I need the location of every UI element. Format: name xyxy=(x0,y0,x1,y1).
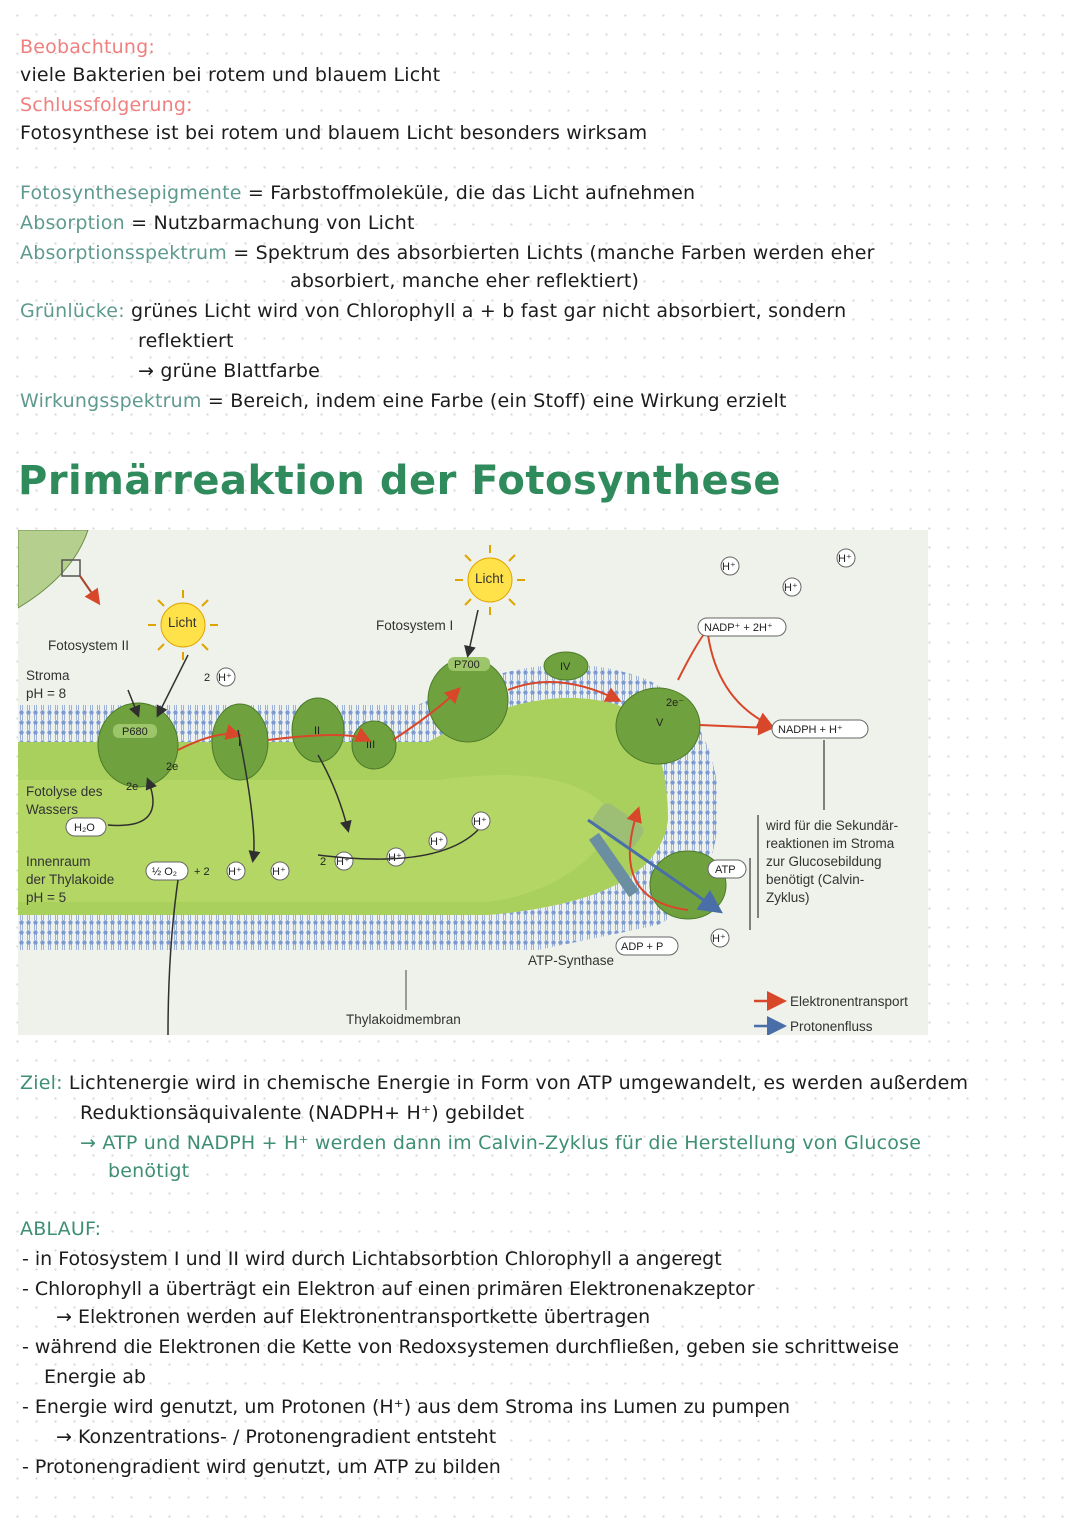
svg-text:H⁺: H⁺ xyxy=(336,856,350,868)
definition-continuation: reflektiert xyxy=(138,330,234,352)
definition-continuation: → grüne Blattfarbe xyxy=(138,360,320,382)
svg-text:H⁺: H⁺ xyxy=(218,672,232,684)
complex-i-label: I xyxy=(238,737,242,749)
ziel-line-3: → ATP und NADPH + H⁺ werden dann im Calvin-Zyklus für die Herstellung von Glucose xyxy=(80,1132,922,1154)
legend-electron-label: Elektronentransport xyxy=(790,994,908,1009)
h2o-label: H₂O xyxy=(74,822,95,834)
sekundaer-note: wird für die Sekundär- xyxy=(766,818,899,833)
licht-label: Licht xyxy=(168,615,197,630)
h-ion xyxy=(217,668,235,686)
sekundaer-note: benötigt (Calvin- xyxy=(766,872,865,887)
h-ion xyxy=(335,852,353,870)
half-o2-label: ½ O₂ xyxy=(152,866,178,878)
ablauf-item: - Chlorophyll a überträgt ein Elektron auf einen primären Elektronenakzeptor xyxy=(22,1278,755,1300)
definition-term: Fotosynthesepigmente xyxy=(20,182,242,204)
fotosystem-2-complex xyxy=(98,703,178,787)
fotolyse-label: Fotolyse des xyxy=(26,784,103,799)
h-ion xyxy=(711,929,729,947)
definition-text: = Bereich, indem eine Farbe (ein Stoff) eine Wirkung erzielt xyxy=(201,390,787,412)
nadph-label: NADPH + H⁺ xyxy=(778,724,843,736)
h-ion xyxy=(271,862,289,880)
nadp-label: NADP⁺ + 2H⁺ xyxy=(704,622,773,634)
electrons-label: 2e xyxy=(126,781,139,793)
definition-wirkungsspektrum xyxy=(20,390,787,412)
two-label: 2 xyxy=(204,672,211,684)
beobachtung-label: Beobachtung: xyxy=(20,36,155,58)
legend-proton-label: Protonenfluss xyxy=(790,1019,873,1034)
sekundaer-note: zur Glucosebildung xyxy=(766,854,882,869)
definition-absorption xyxy=(20,212,415,234)
p680-label: P680 xyxy=(122,726,148,738)
definition-continuation: absorbiert, manche eher reflektiert) xyxy=(290,270,640,292)
definition-term: Absorption xyxy=(20,212,125,234)
definition-text: = Nutzbarmachung von Licht xyxy=(124,212,415,234)
h-ion xyxy=(227,862,245,880)
complex-v-label: V xyxy=(656,717,664,729)
beobachtung-text: viele Bakterien bei rotem und blauem Licht xyxy=(20,64,441,86)
complex-ii-label: II xyxy=(314,725,321,737)
ziel-text: Lichtenergie wird in chemische Energie in Form von ATP umgewandelt, es werden außerdem xyxy=(62,1072,969,1094)
svg-text:H⁺: H⁺ xyxy=(838,553,852,565)
p700-label: P700 xyxy=(454,659,480,671)
sekundaer-note: Zyklus) xyxy=(766,890,810,905)
svg-text:H⁺: H⁺ xyxy=(388,852,402,864)
ablauf-item: → Elektronen werden auf Elektronentransportkette übertragen xyxy=(56,1306,651,1328)
definition-term: Absorptionsspektrum xyxy=(20,242,228,264)
atp-label: ATP xyxy=(715,864,736,876)
stroma-ph-label: pH = 8 xyxy=(26,686,67,701)
ziel-line-1 xyxy=(20,1072,968,1094)
svg-text:H⁺: H⁺ xyxy=(430,836,444,848)
definition-absorptionsspektrum xyxy=(20,242,875,264)
svg-text:H⁺: H⁺ xyxy=(473,816,487,828)
innenraum-ph-label: pH = 5 xyxy=(26,890,67,905)
svg-text:H⁺: H⁺ xyxy=(722,561,736,573)
ablauf-label: ABLAUF: xyxy=(20,1218,102,1240)
ablauf-item: → Konzentrations- / Protonengradient entsteht xyxy=(56,1426,497,1448)
fotosystem-2-label: Fotosystem II xyxy=(48,638,130,653)
electrons-label: 2e⁻ xyxy=(666,697,685,709)
definition-term: Grünlücke: xyxy=(20,300,125,322)
innenraum-label: der Thylakoide xyxy=(26,872,115,887)
primary-reaction-diagram xyxy=(18,530,928,1035)
svg-text:H⁺: H⁺ xyxy=(712,933,726,945)
stroma-label: Stroma xyxy=(26,668,70,683)
complex-iv-label: IV xyxy=(560,661,571,673)
definition-text: grünes Licht wird von Chlorophyll a + b fast gar nicht absorbiert, sondern xyxy=(124,300,847,322)
ablauf-item: - während die Elektronen die Kette von Redoxsystemen durchfließen, geben sie schrittweise xyxy=(22,1336,900,1358)
fotosystem-1-label: Fotosystem I xyxy=(376,618,454,633)
definition-text: = Farbstoffmoleküle, die das Licht aufnehmen xyxy=(241,182,696,204)
ziel-line-4: benötigt xyxy=(108,1160,190,1182)
atp-synthase-label: ATP-Synthase xyxy=(528,953,615,968)
definition-term: Wirkungsspektrum xyxy=(20,390,202,412)
h-ion xyxy=(837,549,855,567)
ablauf-item: Energie ab xyxy=(44,1366,146,1388)
h-ion xyxy=(387,848,405,866)
ziel-line-2: Reduktionsäquivalente (NADPH+ H⁺) gebildet xyxy=(80,1102,525,1124)
ablauf-item: - Protonengradient wird genutzt, um ATP zu bilden xyxy=(22,1456,501,1478)
licht-label: Licht xyxy=(475,571,504,586)
svg-text:H⁺: H⁺ xyxy=(228,866,242,878)
ablauf-item: - Energie wird genutzt, um Protonen (H⁺) aus dem Stroma ins Lumen zu pumpen xyxy=(22,1396,791,1418)
ziel-label: Ziel: xyxy=(20,1072,63,1094)
thylakoidmembran-label: Thylakoidmembran xyxy=(346,1012,461,1027)
complex-iii-label: III xyxy=(366,739,376,751)
definition-fotosynthesepigmente xyxy=(20,182,695,204)
definition-text: = Spektrum des absorbierten Lichts (manche Farben werden eher xyxy=(227,242,875,264)
plus-2-label: + 2 xyxy=(194,866,210,878)
fotolyse-label: Wassers xyxy=(26,802,79,817)
h-ion xyxy=(783,578,801,596)
electrons-label: 2e xyxy=(166,761,179,773)
adp-label: ADP + P xyxy=(621,941,664,953)
definition-gruenluecke xyxy=(20,300,846,322)
schlussfolgerung-text: Fotosynthese ist bei rotem und blauem Licht besonders wirksam xyxy=(20,122,648,144)
innenraum-label: Innenraum xyxy=(26,854,91,869)
h-ion xyxy=(472,812,490,830)
sekundaer-note: reaktionen im Stroma xyxy=(766,836,895,851)
svg-text:H⁺: H⁺ xyxy=(784,582,798,594)
two-label: 2 xyxy=(320,856,327,868)
h-ion xyxy=(429,832,447,850)
svg-text:H⁺: H⁺ xyxy=(272,866,286,878)
section-title: Primärreaktion der Fotosynthese xyxy=(18,458,782,504)
ablauf-item: - in Fotosystem I und II wird durch Lichtabsorbtion Chlorophyll a angeregt xyxy=(22,1248,722,1270)
schlussfolgerung-label: Schlussfolgerung: xyxy=(20,94,193,116)
h-ion xyxy=(721,557,739,575)
